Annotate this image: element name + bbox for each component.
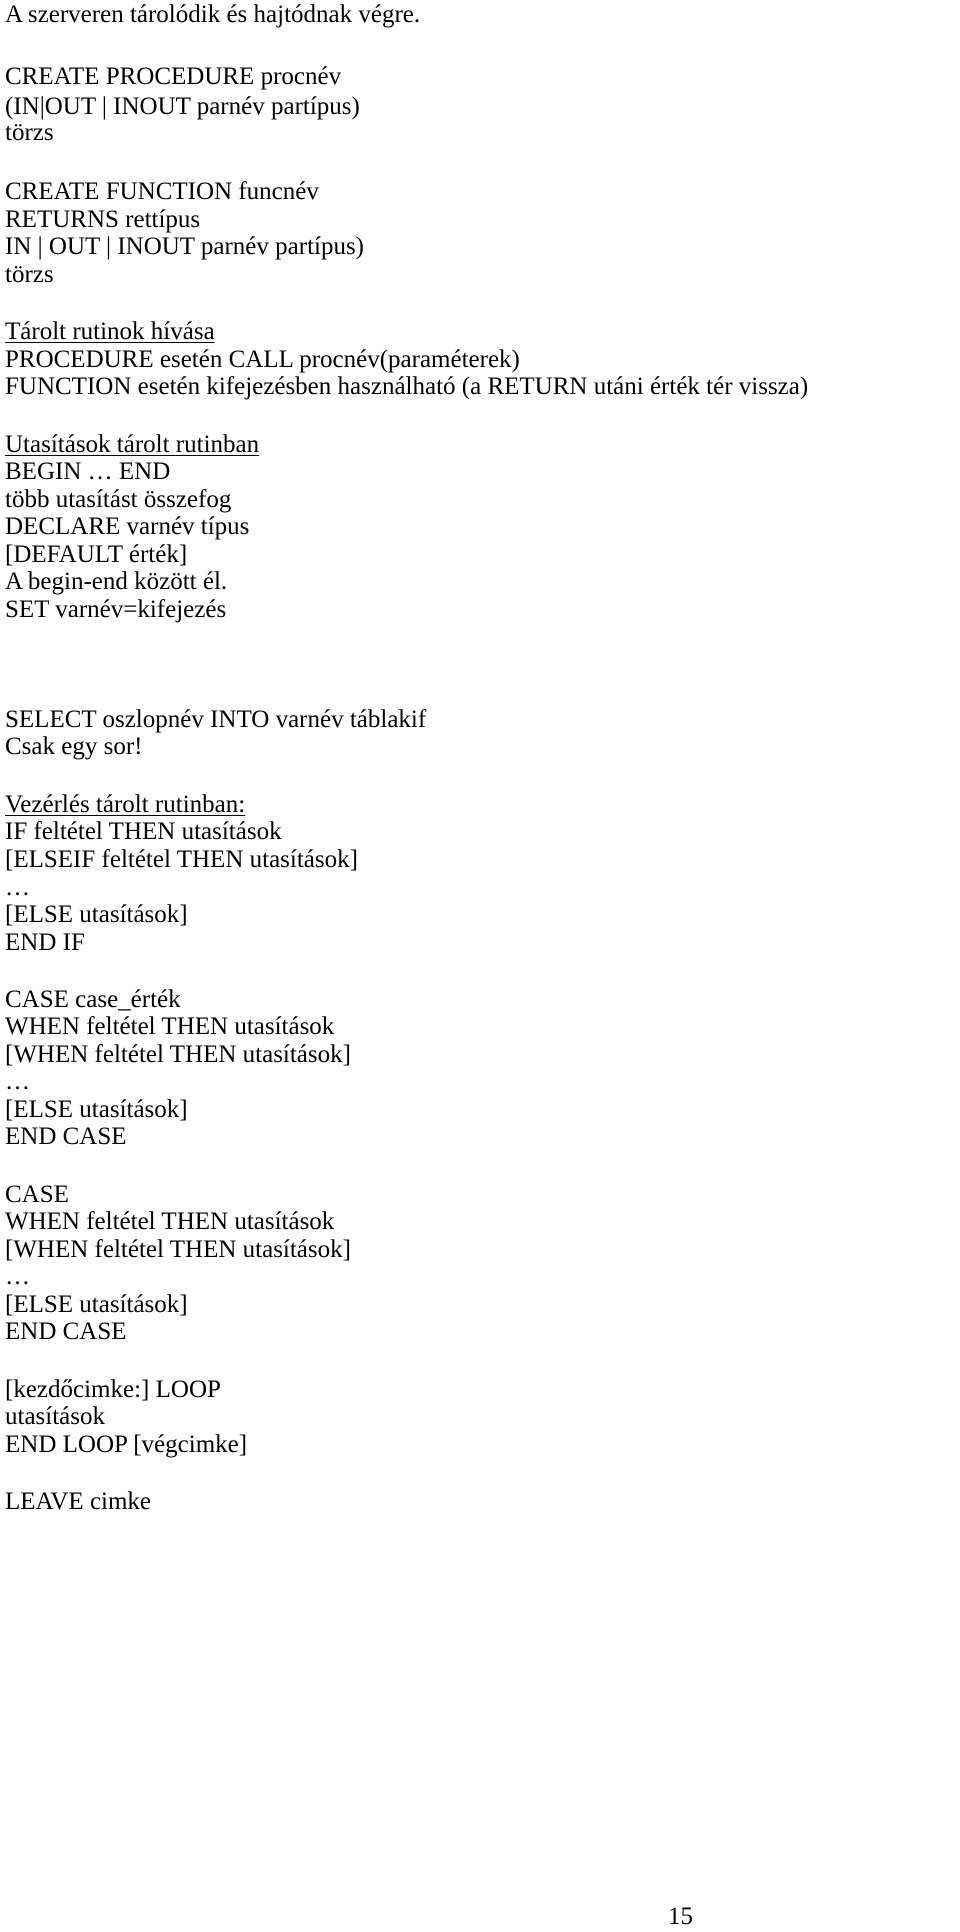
searched-case-optional-when-line: [WHEN feltétel THEN utasítások] <box>5 1236 351 1263</box>
procedure-body-line: törzs <box>5 119 54 146</box>
case-ellipsis-line: … <box>5 1068 30 1095</box>
searched-case-line: CASE <box>5 1181 69 1208</box>
scope-line: A begin-end között él. <box>5 568 228 595</box>
searched-case-else-line: [ELSE utasítások] <box>5 1291 188 1318</box>
single-row-note-line: Csak egy sor! <box>5 733 143 760</box>
searched-end-case-line: END CASE <box>5 1318 127 1345</box>
page-number: 15 <box>668 1903 693 1930</box>
create-procedure-line: CREATE PROCEDURE procnév <box>5 63 342 90</box>
case-optional-when-line: [WHEN feltétel THEN utasítások] <box>5 1041 351 1068</box>
case-when-line: WHEN feltétel THEN utasítások <box>5 1013 335 1040</box>
begin-end-description-line: több utasítást összefog <box>5 486 232 513</box>
case-value-line: CASE case_érték <box>5 986 181 1013</box>
searched-case-when-line: WHEN feltétel THEN utasítások <box>5 1208 335 1235</box>
function-parameter-line: IN | OUT | INOUT parnév partípus) <box>5 233 365 260</box>
elseif-line: [ELSEIF feltétel THEN utasítások] <box>5 846 358 873</box>
default-line: [DEFAULT érték] <box>5 541 188 568</box>
select-into-line: SELECT oszlopnév INTO varnév táblakif <box>5 706 427 733</box>
returns-line: RETURNS rettípus <box>5 206 201 233</box>
declare-line: DECLARE varnév típus <box>5 513 250 540</box>
leave-line: LEAVE cimke <box>5 1488 152 1515</box>
end-if-line: END IF <box>5 929 85 956</box>
function-body-line: törzs <box>5 261 54 288</box>
loop-end-line: END LOOP [végcimke] <box>5 1431 248 1458</box>
intro-line: A szerveren tárolódik és hajtódnak végre. <box>5 1 421 28</box>
function-call-line: FUNCTION esetén kifejezésben használható (a RETURN utáni érték tér vissza) <box>5 373 809 400</box>
begin-end-line: BEGIN … END <box>5 458 171 485</box>
if-else-line: [ELSE utasítások] <box>5 901 188 928</box>
if-ellipsis-line: … <box>5 874 30 901</box>
section-heading-calls: Tárolt rutinok hívása <box>5 318 215 345</box>
procedure-call-line: PROCEDURE esetén CALL procnév(paraméterek) <box>5 346 520 373</box>
case-else-line: [ELSE utasítások] <box>5 1096 188 1123</box>
create-function-line: CREATE FUNCTION funcnév <box>5 178 319 205</box>
section-heading-statements: Utasítások tárolt rutinban <box>5 431 260 458</box>
searched-case-ellipsis-line: … <box>5 1263 30 1290</box>
end-case-line: END CASE <box>5 1123 127 1150</box>
set-line: SET varnév=kifejezés <box>5 596 227 623</box>
loop-start-line: [kezdőcimke:] LOOP <box>5 1376 221 1403</box>
loop-body-line: utasítások <box>5 1403 105 1430</box>
if-line: IF feltétel THEN utasítások <box>5 818 282 845</box>
section-heading-control: Vezérlés tárolt rutinban: <box>5 791 246 818</box>
procedure-parameter-line: (IN|OUT | INOUT parnév partípus) <box>5 93 360 120</box>
